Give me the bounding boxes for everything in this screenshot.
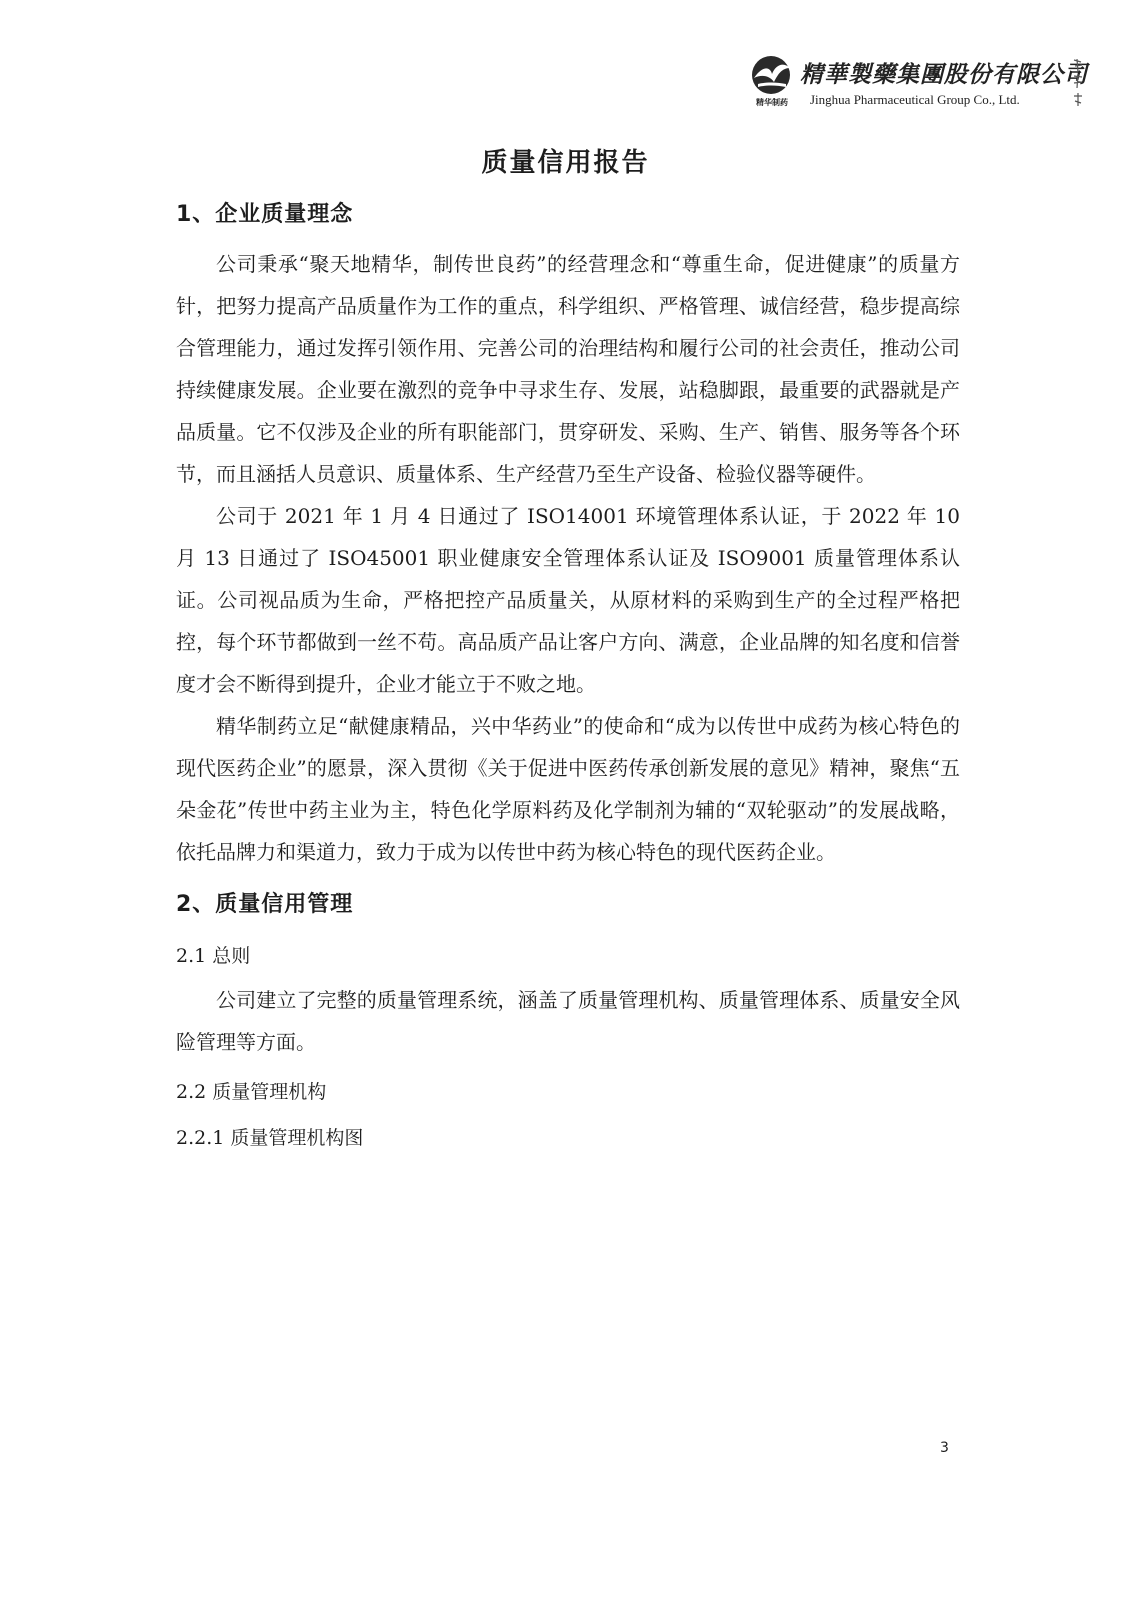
bird-logo-icon [748,54,794,96]
letterhead [748,50,1108,112]
report-body [176,195,960,1161]
section-heading-quality-philosophy: 1、企业质量理念 [176,202,354,227]
page-number: 3 [940,1440,949,1456]
company-name-chinese: 精華製藥集團股份有限公司 [800,61,1088,88]
section-heading-quality-credit-management: 2、质量信用管理 [176,892,354,917]
company-name-english: Jinghua Pharmaceutical Group Co., Ltd. [810,92,1020,107]
subsection-heading-organization: 2.2 质量管理机构 [176,1081,327,1103]
paragraph: 精华制药立足“献健康精品，兴中华药业”的使命和“成为以传世中成药为核心特色的现代医药企业”的愿景，深入贯彻《关于促进中医药传承创新发展的意见》精神，聚焦“五朵金花”传世中药主业为主，特色化学原料药及化学制剂为辅的“双轮驱动”的发展战略，依托品牌力和渠道力，致力于成为以传世中药为核心特色的现代医药企业。 [176,714,960,864]
logo-caption: 精华制药 [756,98,788,107]
paragraph: 公司于 2021 年 1 月 4 日通过了 ISO14001 环境管理体系认证，于 2022 年 10 月 13 日通过了 ISO45001 职业健康安全管理体系认证及 ISO9001 质量管理体系认证。公司视品质为生命，严格把控产品质量关，从原材料的采购到生产的全过程严格把控，每个环节都做到一丝不苟。高品质产品让客户方向、满意，企业品牌的知名度和信誉度才会不断得到提升，企业才能立于不败之地。 [176,504,960,696]
subsection-heading-general: 2.1 总则 [176,945,251,967]
paragraph: 公司秉承“聚天地精华，制传世良药”的经营理念和“尊重生命，促进健康”的质量方针，把努力提高产品质量作为工作的重点，科学组织、严格管理、诚信经营，稳步提高综合管理能力，通过发挥引领作用、完善公司的治理结构和履行公司的社会责任，推动公司持续健康发展。企业要在激烈的竞争中寻求生存、发展，站稳脚跟，最重要的武器就是产品质量。它不仅涉及企业的所有职能部门，贯穿研发、采购、生产、销售、服务等各个环节，而且涵括人员意识、质量体系、生产经营乃至生产设备、检验仪器等硬件。 [176,252,960,486]
paragraph: 公司建立了完整的质量管理系统，涵盖了质量管理机构、质量管理体系、质量安全风险管理等方面。 [176,988,960,1054]
seal-stamp-icon [1071,56,1085,108]
page-title: 质量信用报告 [481,148,650,178]
subsection-heading-organization-chart: 2.2.1 质量管理机构图 [176,1127,364,1149]
